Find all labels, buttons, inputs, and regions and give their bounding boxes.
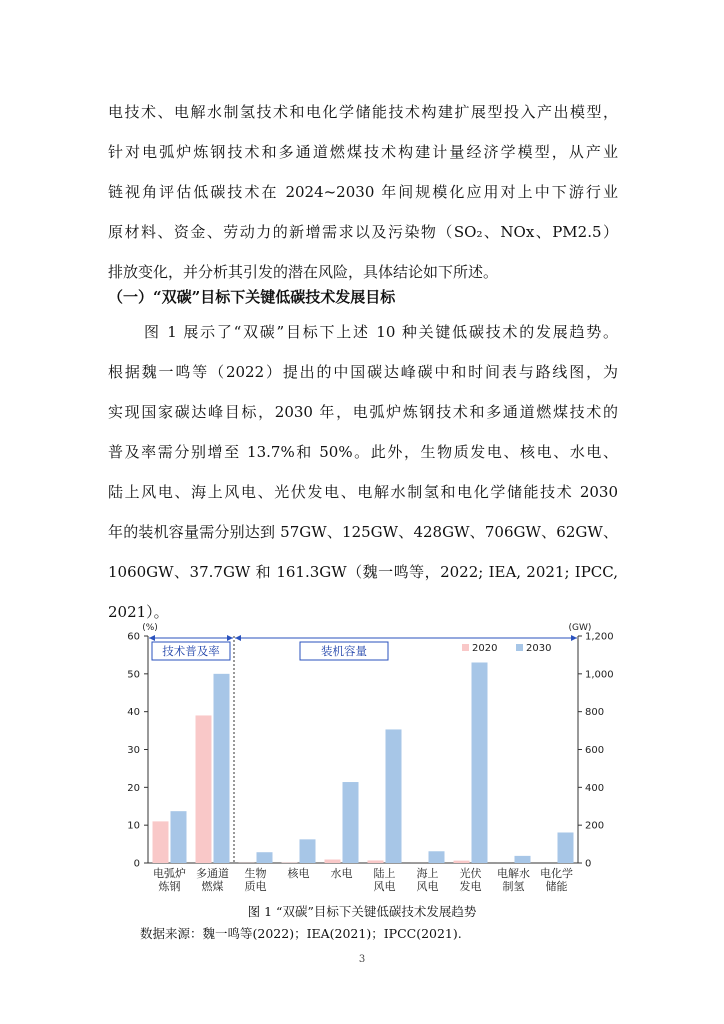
bar-2030 (300, 839, 316, 863)
paragraph-2 (108, 312, 618, 632)
bar-2020 (368, 860, 384, 863)
category-label: 陆上 (373, 867, 396, 880)
figure-1-chart (110, 618, 630, 898)
category-label: 燃煤 (201, 880, 224, 893)
bar-2030 (429, 851, 445, 863)
figure-source: 数据来源：魏一鸣等(2022)；IEA(2021)；IPCC(2021). (140, 926, 462, 941)
left-tick-label: 0 (133, 858, 140, 870)
legend-swatch-2030 (516, 644, 523, 651)
bar-2020 (325, 860, 341, 863)
text-line: 排放变化，并分析其引发的潜在风险，具体结论如下所述。 (108, 263, 499, 281)
region-arrow-capacity-head-left (235, 635, 241, 641)
category-label: 电解水 (497, 867, 530, 880)
left-tick-label: 50 (127, 669, 140, 681)
region-label-adoption: 技术普及率 (162, 644, 220, 658)
left-tick-label: 20 (127, 782, 140, 794)
text-line: 图 1 展示了“双碳”目标下上述 10 种关键低碳技术的发展趋势。 (144, 323, 618, 341)
text-line: 普及率需分别增至 13.7%和 50%。此外，生物质发电、核电、水电、 (108, 443, 618, 461)
legend-label-2030: 2030 (526, 643, 552, 654)
bar-2030 (515, 856, 531, 863)
text-line: 原材料、资金、劳动力的新增需求以及污染物（SO₂、NOx、PM2.5） (108, 223, 618, 241)
right-tick-label: 1,200 (585, 631, 614, 643)
region-label-capacity: 装机容量 (321, 644, 367, 658)
text-line: 1060GW、37.7GW 和 161.3GW（魏一鸣等，2022; IEA, 2021; IPCC, (108, 563, 618, 581)
right-tick-label: 200 (585, 820, 605, 832)
text-line: 2021）。 (108, 603, 169, 621)
category-label: 电弧炉 (153, 867, 186, 880)
figure-caption: 图 1 “双碳”目标下关键低碳技术发展趋势 (247, 904, 477, 919)
text-line: 根据魏一鸣等（2022）提出的中国碳达峰碳中和时间表与路线图，为 (108, 363, 618, 381)
bar-2030 (472, 662, 488, 863)
left-tick-label: 10 (127, 820, 140, 832)
right-tick-label: 1,000 (585, 669, 614, 681)
bar-2030 (171, 811, 187, 863)
right-axis-unit: (GW) (568, 623, 592, 633)
region-arrow-adoption-head-right (227, 635, 233, 641)
category-label: 电化学 (540, 867, 573, 880)
left-tick-label: 60 (127, 631, 140, 643)
category-label: 风电 (373, 880, 396, 893)
bar-2020 (153, 821, 169, 863)
text-line: 针对电弧炉炼钢技术和多通道燃煤技术构建计量经济学模型，从产业 (108, 143, 618, 161)
section-heading: （一）“双碳”目标下关键低碳技术发展目标 (108, 288, 396, 306)
bar-2020 (196, 715, 212, 863)
category-label: 质电 (244, 880, 267, 893)
text-line: 年的装机容量需分别达到 57GW、125GW、428GW、706GW、62GW、 (108, 523, 618, 541)
category-label: 储能 (545, 880, 568, 893)
category-label: 风电 (416, 880, 439, 893)
category-label: 多通道 (196, 867, 229, 880)
region-arrow-adoption-head-left (149, 635, 155, 641)
bar-2030 (386, 729, 402, 863)
text-line: 陆上风电、海上风电、光伏发电、电解水制氢和电化学储能技术 2030 (108, 483, 618, 501)
paragraph-1 (108, 92, 618, 292)
page-number: 3 (358, 954, 366, 965)
category-label: 核电 (287, 867, 310, 880)
chart-bars (153, 644, 574, 863)
legend-swatch-2020 (462, 644, 469, 651)
right-tick-label: 0 (585, 858, 592, 870)
category-label: 发电 (459, 880, 482, 893)
category-label: 制氢 (502, 880, 525, 893)
left-tick-label: 30 (127, 745, 140, 756)
right-tick-label: 400 (585, 782, 605, 794)
text-line: 链视角评估低碳技术在 2024~2030 年间规模化应用对上中下游行业 (108, 183, 618, 201)
left-axis-unit: (%) (142, 623, 158, 633)
category-label: 炼钢 (158, 880, 181, 893)
right-tick-label: 600 (585, 745, 605, 756)
text-line: 电技术、电解水制氢技术和电化学储能技术构建扩展型投入产出模型， (108, 103, 618, 121)
bar-2030 (558, 832, 574, 863)
category-label: 生物 (244, 867, 267, 880)
category-label: 水电 (330, 867, 353, 880)
bar-2020 (454, 861, 470, 863)
text-line: 实现国家碳达峰目标，2030 年，电弧炉炼钢技术和多通道燃煤技术的 (108, 403, 618, 421)
bar-2030 (257, 852, 273, 863)
bar-2030 (343, 782, 359, 863)
right-tick-label: 800 (585, 707, 605, 719)
category-label: 海上 (416, 867, 439, 880)
legend-label-2020: 2020 (472, 643, 498, 654)
category-label: 光伏 (459, 867, 482, 880)
region-arrow-capacity-head-right (571, 635, 577, 641)
bar-2030 (214, 674, 230, 863)
left-tick-label: 40 (127, 707, 140, 719)
